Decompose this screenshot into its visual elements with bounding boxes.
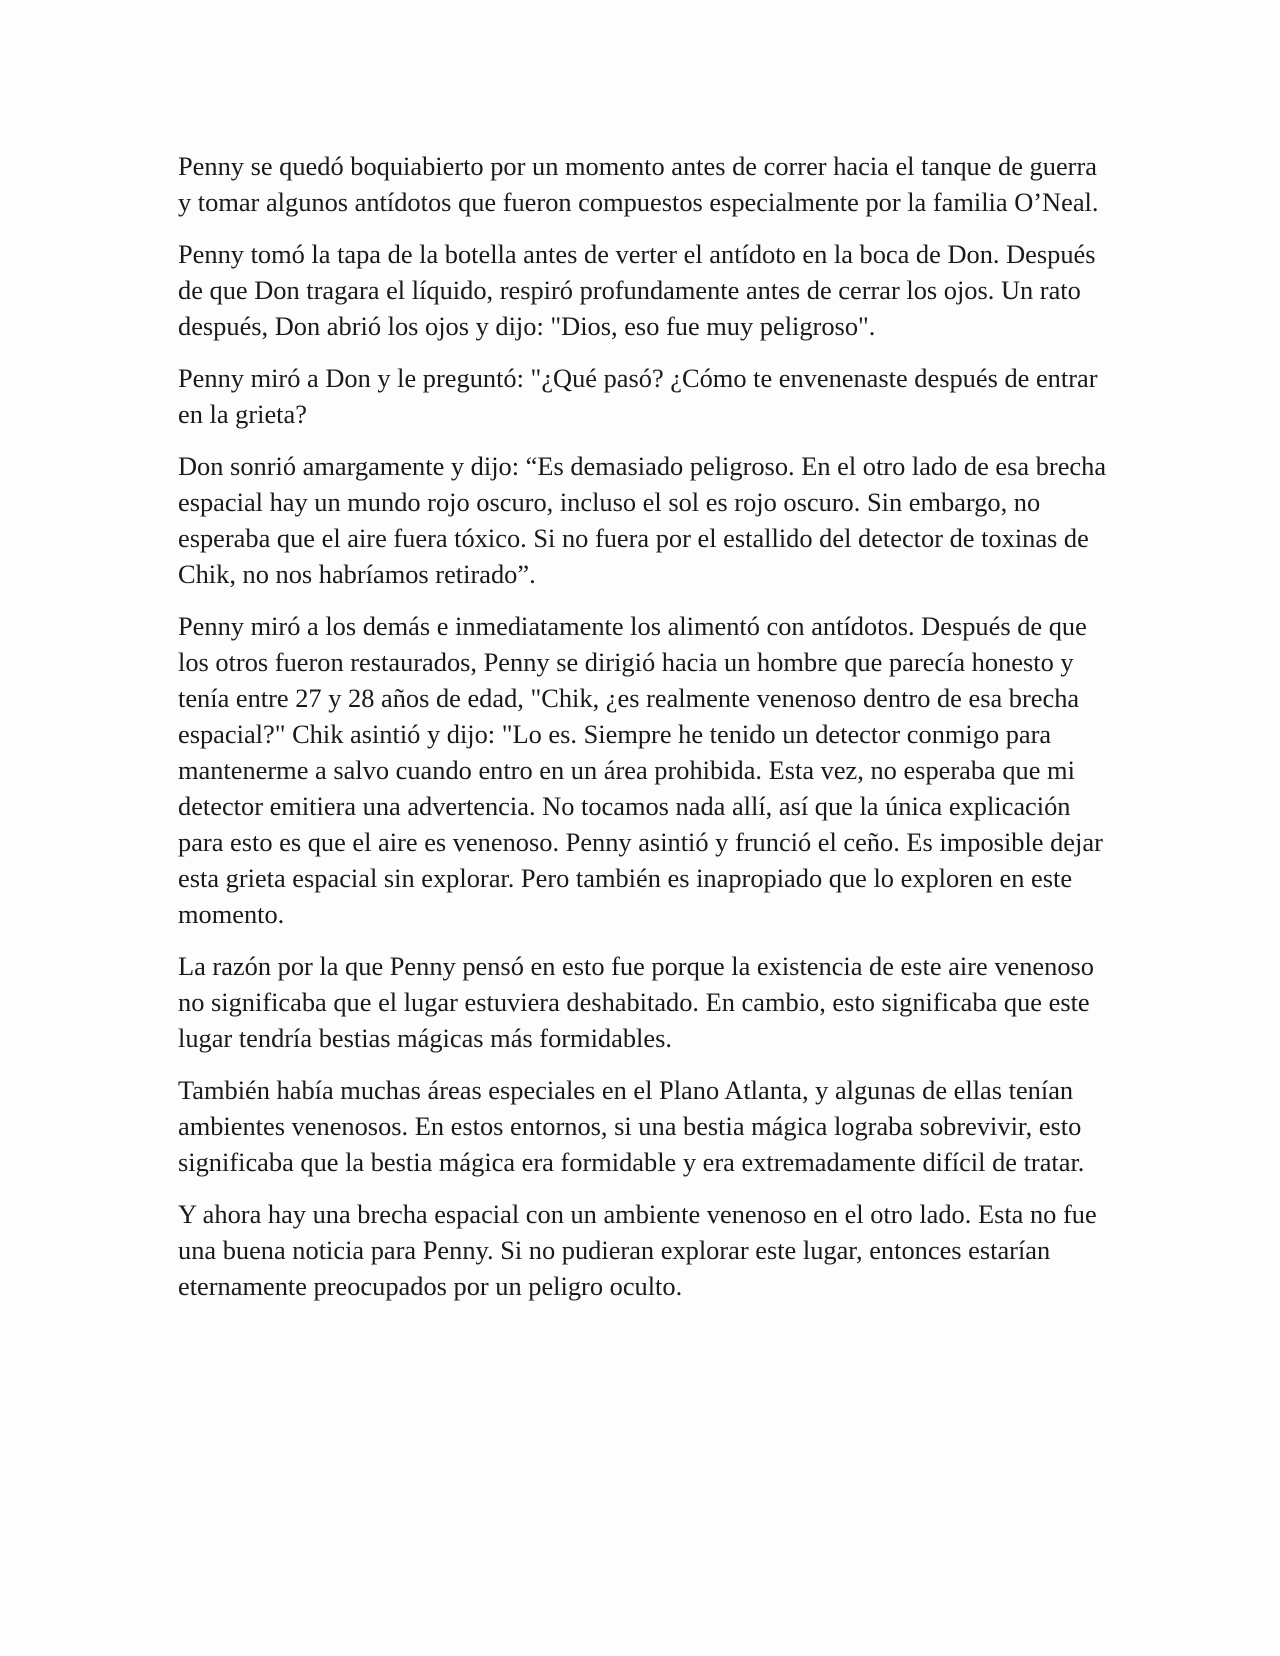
document-body [178,148,1108,1320]
paragraph-2: Penny tomó la tapa de la botella antes de verter el antídoto en la boca de Don. Después de que Don tragara el líquido, respiró profundamente antes de cerrar los ojos. Un rato después, Don abrió los ojos y dijo: "Dios, eso fue muy peligroso". [178,239,1096,341]
paragraph-7: También había muchas áreas especiales en el Plano Atlanta, y algunas de ellas tenían ambientes venenosos. En estos entornos, si una bestia mágica lograba sobrevivir, esto significaba que la bestia mágica era formidable y era extremadamente difícil de tratar. [178,1075,1085,1177]
paragraph-1: Penny se quedó boquiabierto por un momento antes de correr hacia el tanque de guerra y tomar algunos antídotos que fueron compuestos especialmente por la familia O’Neal. [178,151,1099,217]
paragraph-6: La razón por la que Penny pensó en esto fue porque la existencia de este aire venenoso no significaba que el lugar estuviera deshabitado. En cambio, esto significaba que este lugar tendría bestias mágicas más formidables. [178,951,1094,1053]
paragraph-3: Penny miró a Don y le preguntó: "¿Qué pasó? ¿Cómo te envenenaste después de entrar en la grieta? [178,363,1098,429]
paragraph-8: Y ahora hay una brecha espacial con un ambiente venenoso en el otro lado. Esta no fue una buena noticia para Penny. Si no pudieran explorar este lugar, entonces estarían eternamente preocupados por un peligro oculto. [178,1199,1097,1301]
paragraph-4: Don sonrió amargamente y dijo: “Es demasiado peligroso. En el otro lado de esa brecha espacial hay un mundo rojo oscuro, incluso el sol es rojo oscuro. Sin embargo, no esperaba que el aire fuera tóxico. Si no fuera por el estallido del detector de toxinas de Chik, no nos habríamos retirado”. [178,451,1107,589]
paragraph-5: Penny miró a los demás e inmediatamente los alimentó con antídotos. Después de que los otros fueron restaurados, Penny se dirigió hacia un hombre que parecía honesto y tenía entre 27 y 28 años de edad, "Chik, ¿es realmente venenoso dentro de esa brecha espacial?" Chik asintió y dijo: "Lo es. Siempre he tenido un detector conmigo para mantenerme a salvo cuando entro en un área prohibida. Esta vez, no esperaba que mi detector emitiera una advertencia. No tocamos nada allí, así que la única explicación para esto es que el aire es venenoso. Penny asintió y frunció el ceño. Es imposible dejar esta grieta espacial sin explorar. Pero también es inapropiado que lo exploren en este momento. [178,611,1103,929]
